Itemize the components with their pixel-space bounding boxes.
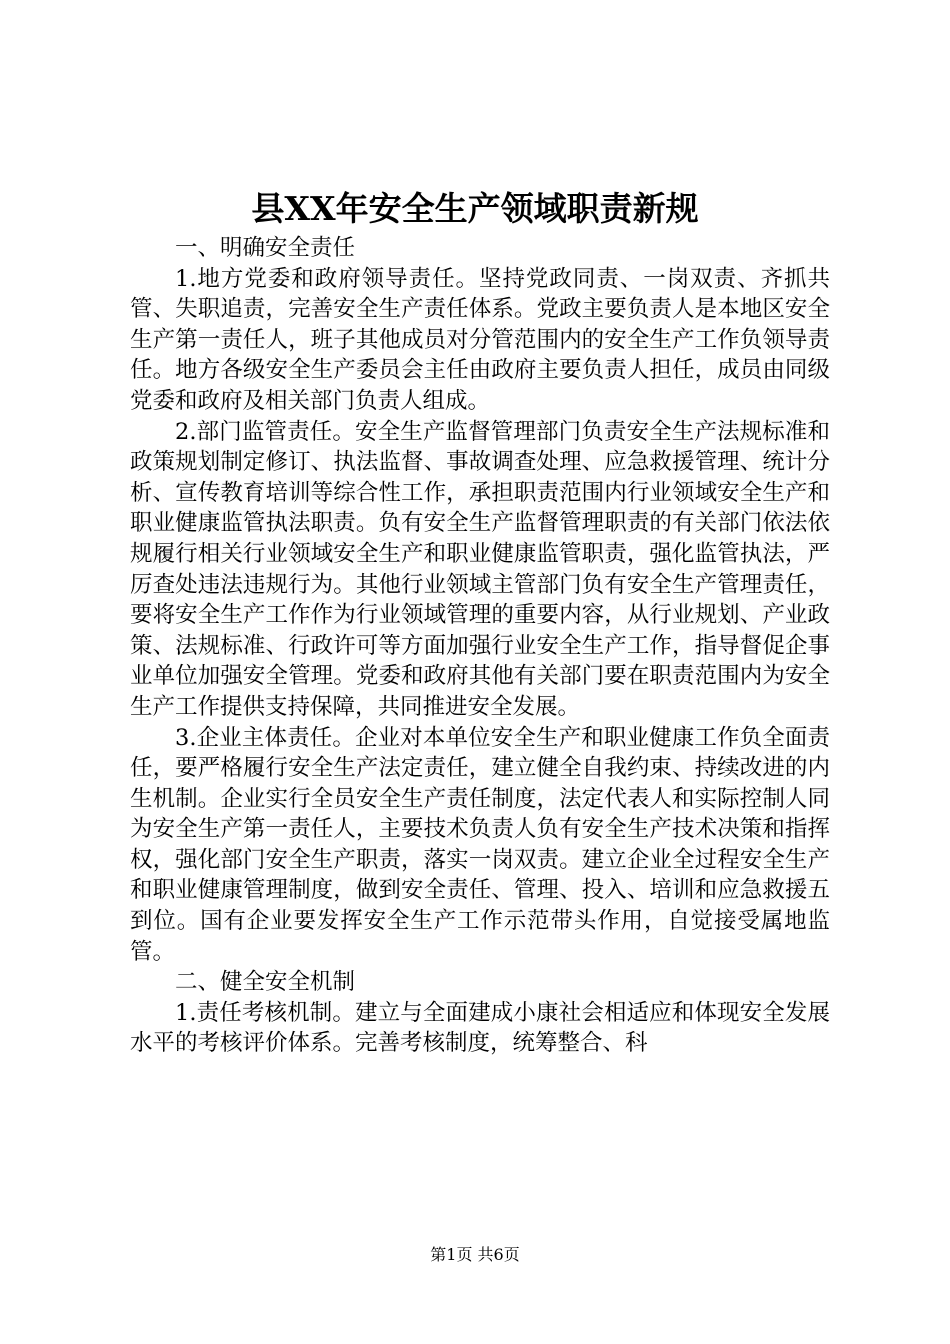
section-heading: 一、明确安全责任 [175, 235, 356, 261]
section-heading: 二、健全安全机制 [175, 969, 356, 996]
paragraph: 1.地方党委和政府领导责任。坚持党政同责、一岗双责、齐抓共管、失职追责，完善安全生产责任体系。党政主要负责人是本地区安全生产第一责任人，班子其他成员对分管范围内的安全生产工作负领导责任。地方各级安全生产委员会主任由政府主要负责人担任，成员由同级党委和政府及相关部门负责人组成。 [130, 265, 830, 414]
document-body [130, 233, 830, 1059]
paragraph: 3.企业主体责任。企业对本单位安全生产和职业健康工作负全面责任，要严格履行安全生产法定责任，建立健全自我约束、持续改进的内生机制。企业实行全员安全生产责任制度，法定代表人和实际控制人同为安全生产第一责任人，主要技术负责人负有安全生产技术决策和指挥权，强化部门安全生产职责，落实一岗双责。建立企业全过程安全生产和职业健康管理制度，做到安全责任、管理、投入、培训和应急救援五到位。国有企业要发挥安全生产工作示范带头作用，自觉接受属地监管。 [130, 724, 830, 965]
page-footer: 第1页 共6页 [430, 1245, 520, 1264]
page-title: 县XX年安全生产领域职责新规 [251, 189, 699, 228]
paragraph: 2.部门监管责任。安全生产监督管理部门负责安全生产法规标准和政策规划制定修订、执法监督、事故调查处理、应急救援管理、统计分析、宣传教育培训等综合性工作，承担职责范围内行业领域安全生产和职业健康监管执法职责。负有安全生产监督管理职责的有关部门依法依规履行相关行业领域安全生产和职业健康监管职责，强化监管执法，严厉查处违法违规行为。其他行业领域主管部门负有安全生产管理责任，要将安全生产工作作为行业领域管理的重要内容，从行业规划、产业政策、法规标准、行政许可等方面加强行业安全生产工作，指导督促企事业单位加强安全管理。党委和政府其他有关部门要在职责范围内为安全生产工作提供支持保障，共同推进安全发展。 [130, 418, 830, 720]
paragraph: 1.责任考核机制。建立与全面建成小康社会相适应和体现安全发展水平的考核评价体系。完善考核制度，统筹整合、科 [130, 999, 830, 1057]
